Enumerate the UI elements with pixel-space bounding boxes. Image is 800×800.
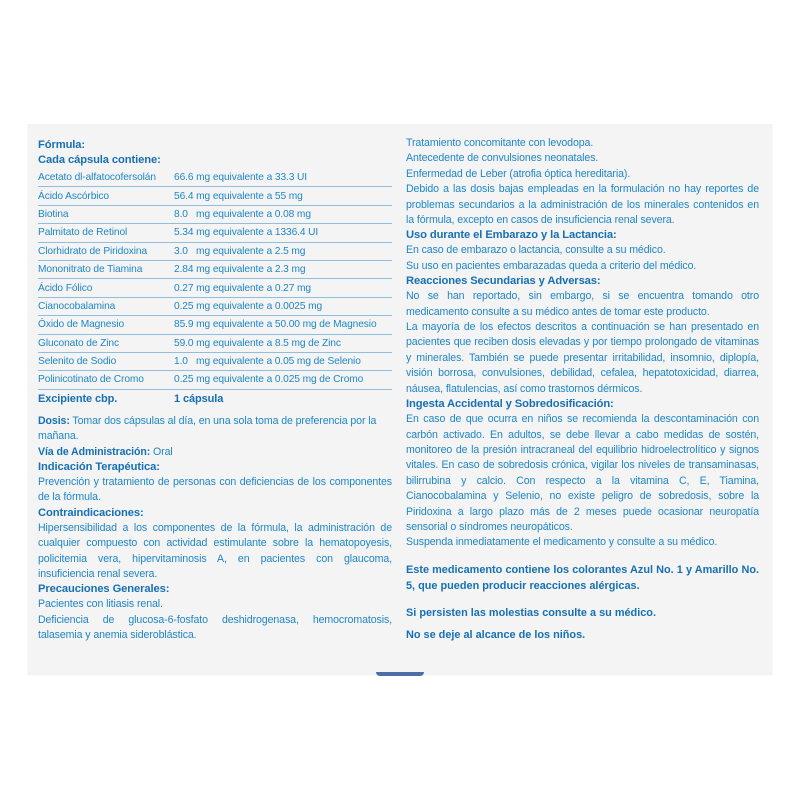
formula-row [38,260,392,278]
colorantes-warning: Este medicamento contiene los colorantes Azul No. 1 y Amarillo No. 5, que pueden producir reacciones alérgicas. [406,563,759,592]
ingredient-amount: 5.34 mg equivalente a 1336.4 UI [174,224,392,242]
formula-row [38,297,392,315]
indicacion-text: Prevención y tratamiento de personas con deficiencias de los componentes de la fórmula. [38,475,392,504]
precauciones-title: Precauciones Generales: [38,583,170,596]
ingredient-name: Cianocobalamina [38,297,174,315]
formula-row [38,352,392,370]
ingredient-amount: 66.6 mg equivalente a 33.3 UI [174,169,392,187]
dosis-text: Tomar dos cápsulas al día, en una sola toma de preferencia por la mañana. [38,414,377,443]
ingredient-amount: 0.25 mg equivalente a 0.0025 mg [174,297,392,315]
ingredient-name: Óxido de Magnesio [38,316,174,334]
formula-row [38,169,392,187]
ingredient-amount: 0.25 mg equivalente a 0.025 mg de Cromo [174,371,392,389]
excipient-row [38,389,392,408]
embarazo-line: En caso de embarazo o lactancia, consulte a su médico. [406,244,666,257]
ingredient-amount: 59.0 mg equivalente a 8.5 mg de Zinc [174,334,392,352]
formula-row [38,187,392,205]
formula-row [38,205,392,223]
ingredient-name: Polinicotinato de Cromo [38,371,174,389]
ingredient-name: Mononitrato de Tiamina [38,260,174,278]
formula-row [38,334,392,352]
ingredient-name: Ácido Fólico [38,279,174,297]
ingredient-name: Selenito de Sodio [38,352,174,370]
excipient-name: Excipiente cbp. [38,392,118,405]
dosis-paragraph [38,414,392,445]
embarazo-line: Su uso en pacientes embarazadas queda a criterio del médico. [406,259,697,272]
reacciones-line: No se han reportado, sin embargo, si se encuentra tomando otro medicamento consulte a su médico antes de tomar este producto. [406,290,759,318]
ingredient-amount: 0.27 mg equivalente a 0.27 mg [174,279,392,297]
ingredient-amount: 85.9 mg equivalente a 50.00 mg de Magnesio [174,316,392,334]
formula-row [38,316,392,334]
contra-line: Tratamiento concomitante con levodopa. [406,137,594,149]
excipient-amount: 1 cápsula [174,392,224,405]
precauciones-line: Deficiencia de glucosa-6-fosfato deshidrogenasa, hemocromatosis, talasemia y anemia sideroblástica. [38,613,392,642]
ingredient-amount: 8.0 mg equivalente a 0.08 mg [174,205,392,223]
via-paragraph [38,445,392,460]
contra-line: Antecedente de convulsiones neonatales. [406,152,599,165]
ingredient-amount: 1.0 mg equivalente a 0.05 mg de Selenio [174,352,392,370]
formula-subtitle: Cada cápsula contiene: [38,154,161,166]
embarazo-title: Uso durante el Embarazo y la Lactancia: [406,229,617,242]
ingesta-line: Suspenda inmediatamente el medicamento y consulte a su médico. [406,536,718,549]
formula-row [38,224,392,242]
ingredient-name: Ácido Ascórbico [38,187,174,205]
reacciones-title: Reacciones Secundarias y Adversas: [406,275,601,288]
left-column [38,138,392,644]
ingredient-amount: 2.84 mg equivalente a 2.3 mg [174,260,392,278]
ingredient-name: Biotina [38,205,174,223]
persisten-warning: Si persisten las molestias consulte a su médico. [406,606,656,619]
ingesta-title: Ingesta Accidental y Sobredosificación: [406,398,614,411]
contraindicaciones-text: Hipersensibilidad a los componentes de la fórmula, la administración de cualquier compuesto con actividad estimulante sobre la hematopoyesis, policitemia vera, hipervitaminosis A, en pacientes con glaucoma, insuficiencia renal severa. [38,521,392,580]
bottom-tab-shape [376,672,424,676]
formula-row [38,279,392,297]
ingredient-name: Clorhidrato de Piridoxina [38,242,174,260]
ingredient-name: Palmitato de Retinol [38,224,174,242]
minerales-note: Debido a las dosis bajas empleadas en la formulación no hay reportes de problemas secundarios a la administración de los minerales contenidos en la fórmula, excepto en casos de insuficiencia renal severa. [406,183,759,227]
contra-line: Enfermedad de Leber (atrofia óptica hereditaria). [406,167,631,180]
formula-row [38,242,392,260]
right-column [406,136,759,643]
ingredient-amount: 56.4 mg equivalente a 55 mg [174,187,392,205]
dosis-label: Dosis: [38,414,70,427]
via-text: Oral [150,445,173,458]
ingredient-name: Acetato dl-alfatocofersolán [38,169,174,187]
ingesta-line: En caso de que ocurra en niños se recomienda la descontaminación con carbón activado. En adultos, se debe llevar a cabo medidas de sostén, monitoreo de la presión intracraneal del equilibrio hidroelectrolítico y signos vitales. En caso de sobredosis crónica, vigilar los niveles de transaminasas, bilirrubina y calcio. Con respecto a la vitamina C, E, Tiamina, Cianocobalamina y Selenio, no existe peligro de sobredosis, sobre la Piridoxina a largo plazo más de 2 meses puede ocasionar neuropatía sensorial o síndromes neuropáticos. [406,413,759,533]
contraindicaciones-title: Contraindicaciones: [38,506,144,519]
formula-title: Fórmula: [38,139,86,151]
formula-row [38,371,392,389]
precauciones-line: Pacientes con litiasis renal. [38,598,163,611]
ingredient-amount: 3.0 mg equivalente a 2.5 mg [174,242,392,260]
ninos-warning: No se deje al alcance de los niños. [406,628,586,641]
via-label: Vía de Administración: [38,445,151,458]
indicacion-title: Indicación Terapéutica: [38,460,160,473]
ingredient-name: Gluconato de Zinc [38,334,174,352]
reacciones-line: La mayoría de los efectos descritos a continuación se han presentado en pacientes que reciben dosis elevadas y por tiempo prolongado de vitaminas y minerales. También se puede presentar irritabilidad, insomnio, diplopía, visión borrosa, convulsiones, debilidad, cefalea, hepatotoxicidad, diarrea, náusea, flatulencias, así como trastornos dérmicos. [406,321,759,395]
formula-table [38,169,392,408]
